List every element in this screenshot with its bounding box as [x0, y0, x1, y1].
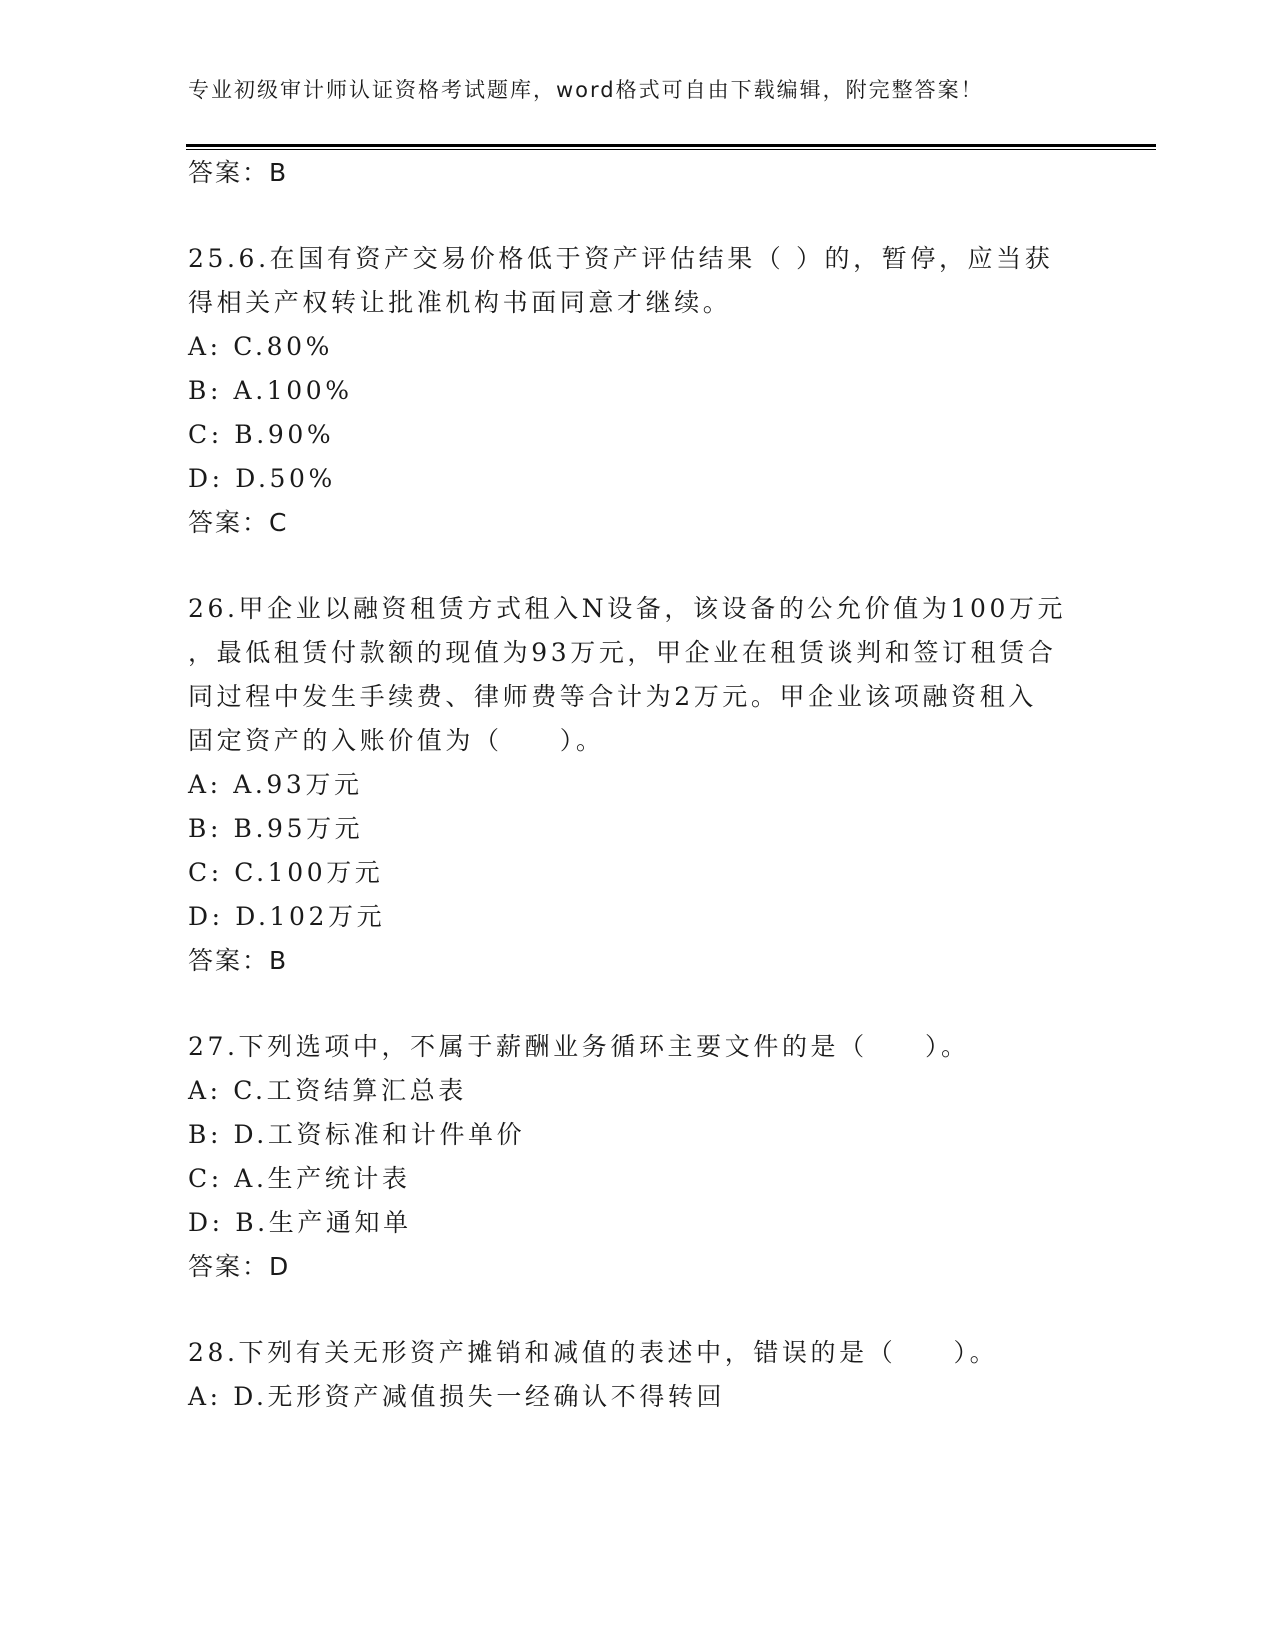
question-25-stem-line-1: 25.6.在国有资产交易价格低于资产评估结果（ ）的，暂停，应当获	[188, 244, 1054, 273]
page-header: 专业初级审计师认证资格考试题库，word格式可自由下载编辑，附完整答案！	[188, 78, 984, 102]
question-25-option-a: A: C.80%	[188, 332, 333, 361]
question-26-option-a: A: A.93万元	[188, 770, 363, 799]
question-27-option-a: A: C.工资结算汇总表	[188, 1076, 467, 1105]
question-27-option-c: C: A.生产统计表	[188, 1164, 411, 1193]
question-25-option-d: D: D.50%	[188, 464, 336, 493]
question-26-stem-line-1: 26.甲企业以融资租赁方式租入N设备，该设备的公允价值为100万元	[188, 594, 1067, 623]
question-26-option-d: D: D.102万元	[188, 902, 386, 931]
question-25-option-b: B: A.100%	[188, 376, 353, 405]
answer-line: 答案：B	[188, 158, 289, 187]
question-28-stem-line-1: 28.下列有关无形资产摊销和减值的表述中，错误的是（ ）。	[188, 1338, 999, 1367]
question-27-answer: 答案：D	[188, 1252, 291, 1281]
question-25-stem-line-2: 得相关产权转让批准机构书面同意才继续。	[188, 288, 732, 317]
question-28-option-a: A: D.无形资产减值损失一经确认不得转回	[188, 1382, 726, 1411]
question-27-option-d: D: B.生产通知单	[188, 1208, 412, 1237]
question-26-option-b: B: B.95万元	[188, 814, 364, 843]
question-26-stem-line-2: ，最低租赁付款额的现值为93万元，甲企业在租赁谈判和签订租赁合	[188, 638, 1057, 667]
question-26-stem-line-4: 固定资产的入账价值为（ ）。	[188, 726, 605, 755]
question-27-stem-line-1: 27.下列选项中，不属于薪酬业务循环主要文件的是（ ）。	[188, 1032, 970, 1061]
question-27-option-b: B: D.工资标准和计件单价	[188, 1120, 526, 1149]
question-25-answer: 答案：C	[188, 508, 289, 537]
question-26-stem-line-3: 同过程中发生手续费、律师费等合计为2万元。甲企业该项融资租入	[188, 682, 1037, 711]
question-25-option-c: C: B.90%	[188, 420, 335, 449]
question-26-answer: 答案：B	[188, 946, 289, 975]
question-26-option-c: C: C.100万元	[188, 858, 384, 887]
header-divider	[186, 144, 1156, 150]
